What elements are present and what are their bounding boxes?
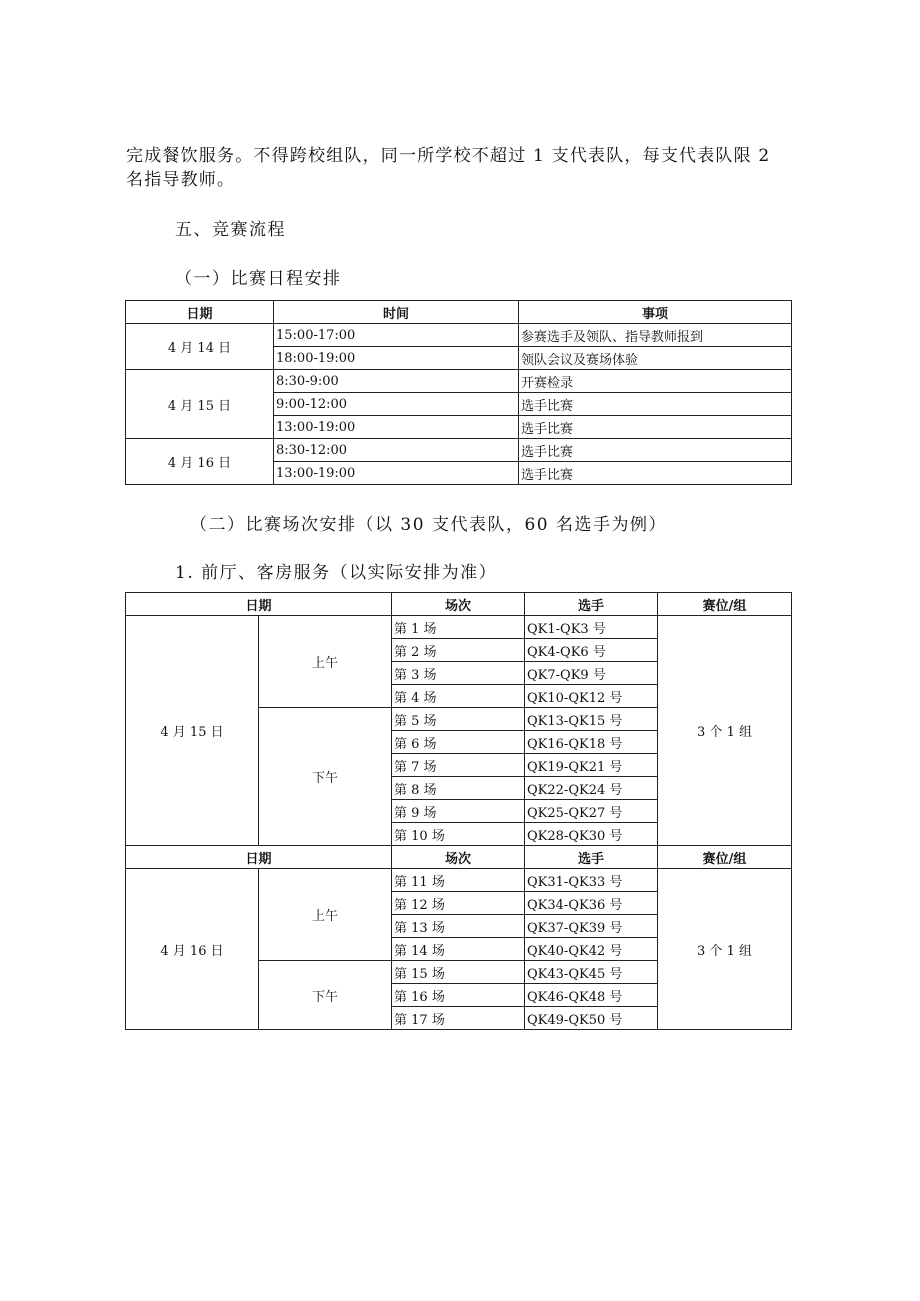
schedule-item-cell: 开赛检录 (519, 370, 792, 393)
session-cell: 第 7 场 (392, 754, 525, 777)
session-cell: 第 5 场 (392, 708, 525, 731)
players-cell: QK7-QK9 号 (525, 662, 658, 685)
sessions-date-cell: 4 月 15 日 (126, 616, 259, 846)
schedule-date-cell: 4 月 14 日 (126, 324, 274, 370)
players-cell: QK46-QK48 号 (525, 984, 658, 1007)
sessions-header-session: 场次 (392, 846, 525, 869)
sessions-header-date: 日期 (126, 846, 392, 869)
sessions-header-row (126, 846, 792, 869)
players-cell: QK28-QK30 号 (525, 823, 658, 846)
table-row (126, 616, 792, 639)
sessions-header-date: 日期 (126, 593, 392, 616)
schedule-time-cell: 15:00-17:00 (274, 324, 519, 347)
sessions-header-seat: 赛位/组 (658, 593, 792, 616)
sessions-header-players: 选手 (525, 593, 658, 616)
table-row (126, 370, 792, 393)
subsection-two-title: （二）比赛场次安排（以 30 支代表队，60 名选手为例） (190, 515, 667, 535)
session-cell: 第 1 场 (392, 616, 525, 639)
section-five-title: 五、竞赛流程 (175, 220, 286, 240)
schedule-time-cell: 13:00-19:00 (274, 416, 519, 439)
session-cell: 第 12 场 (392, 892, 525, 915)
players-cell: QK34-QK36 号 (525, 892, 658, 915)
schedule-header-date: 日期 (126, 301, 274, 324)
players-cell: QK37-QK39 号 (525, 915, 658, 938)
players-cell: QK43-QK45 号 (525, 961, 658, 984)
sessions-period-cell: 下午 (259, 708, 392, 846)
players-cell: QK49-QK50 号 (525, 1007, 658, 1030)
session-cell: 第 3 场 (392, 662, 525, 685)
session-cell: 第 15 场 (392, 961, 525, 984)
players-cell: QK4-QK6 号 (525, 639, 658, 662)
players-cell: QK13-QK15 号 (525, 708, 658, 731)
players-cell: QK25-QK27 号 (525, 800, 658, 823)
session-cell: 第 2 场 (392, 639, 525, 662)
intro-line-2: 名指导教师。 (126, 170, 236, 190)
sessions-header-row (126, 593, 792, 616)
players-cell: QK10-QK12 号 (525, 685, 658, 708)
seat-group-cell: 3 个 1 组 (658, 869, 792, 1030)
players-cell: QK16-QK18 号 (525, 731, 658, 754)
players-cell: QK19-QK21 号 (525, 754, 658, 777)
table-row (126, 439, 792, 462)
schedule-time-cell: 9:00-12:00 (274, 393, 519, 416)
sessions-date-cell: 4 月 16 日 (126, 869, 259, 1030)
sessions-header-players: 选手 (525, 846, 658, 869)
intro-line-1: 完成餐饮服务。不得跨校组队，同一所学校不超过 1 支代表队，每支代表队限 2 (126, 146, 771, 166)
sessions-header-seat: 赛位/组 (658, 846, 792, 869)
players-cell: QK22-QK24 号 (525, 777, 658, 800)
sessions-header-session: 场次 (392, 593, 525, 616)
players-cell: QK40-QK42 号 (525, 938, 658, 961)
schedule-time-cell: 8:30-12:00 (274, 439, 519, 462)
seat-group-cell: 3 个 1 组 (658, 616, 792, 846)
schedule-item-cell: 领队会议及赛场体验 (519, 347, 792, 370)
players-cell: QK31-QK33 号 (525, 869, 658, 892)
schedule-header-row (126, 301, 792, 324)
subsection-one-title: （一）比赛日程安排 (175, 269, 342, 289)
schedule-item-cell: 选手比赛 (519, 439, 792, 462)
sessions-period-cell: 上午 (259, 869, 392, 961)
schedule-time-cell: 18:00-19:00 (274, 347, 519, 370)
schedule-date-cell: 4 月 16 日 (126, 439, 274, 485)
session-cell: 第 11 场 (392, 869, 525, 892)
schedule-item-cell: 参赛选手及领队、指导教师报到 (519, 324, 792, 347)
session-cell: 第 13 场 (392, 915, 525, 938)
players-cell: QK1-QK3 号 (525, 616, 658, 639)
session-cell: 第 4 场 (392, 685, 525, 708)
schedule-header-item: 事项 (519, 301, 792, 324)
session-cell: 第 10 场 (392, 823, 525, 846)
schedule-time-cell: 8:30-9:00 (274, 370, 519, 393)
session-cell: 第 9 场 (392, 800, 525, 823)
schedule-date-cell: 4 月 15 日 (126, 370, 274, 439)
schedule-item-cell: 选手比赛 (519, 416, 792, 439)
session-cell: 第 14 场 (392, 938, 525, 961)
item-one-title: 1. 前厅、客房服务（以实际安排为准） (175, 563, 498, 583)
sessions-table (125, 592, 792, 1030)
table-row (126, 869, 792, 892)
session-cell: 第 6 场 (392, 731, 525, 754)
schedule-item-cell: 选手比赛 (519, 393, 792, 416)
sessions-period-cell: 上午 (259, 616, 392, 708)
schedule-header-time: 时间 (274, 301, 519, 324)
session-cell: 第 17 场 (392, 1007, 525, 1030)
sessions-period-cell: 下午 (259, 961, 392, 1030)
schedule-time-cell: 13:00-19:00 (274, 462, 519, 485)
session-cell: 第 16 场 (392, 984, 525, 1007)
table-row (126, 324, 792, 347)
schedule-item-cell: 选手比赛 (519, 462, 792, 485)
session-cell: 第 8 场 (392, 777, 525, 800)
schedule-table (125, 300, 792, 485)
